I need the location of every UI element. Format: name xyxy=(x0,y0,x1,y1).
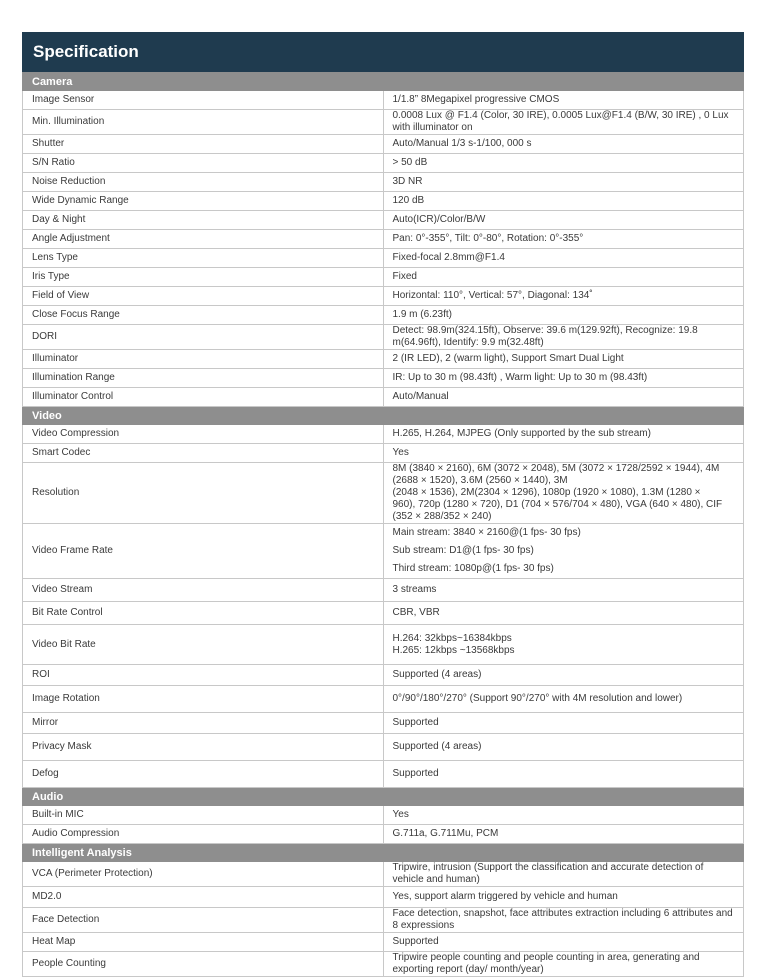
spec-row xyxy=(23,325,744,350)
spec-value: Horizontal: 110°, Vertical: 57°, Diagonal: 134˚ xyxy=(383,287,744,306)
spec-row xyxy=(23,579,744,602)
spec-value-line: Sub stream: D1@(1 fps- 30 fps) xyxy=(392,545,534,556)
spec-row xyxy=(23,665,744,686)
spec-row xyxy=(23,91,744,110)
spec-value xyxy=(383,625,744,665)
spec-value: Fixed xyxy=(383,268,744,287)
spec-label: DORI xyxy=(23,325,384,350)
spec-label: Defog xyxy=(23,761,384,788)
spec-value: Face detection, snapshot, face attributes extraction including 6 attributes and 8 expressions xyxy=(383,908,744,933)
spec-value: 3 streams xyxy=(383,579,744,602)
spec-label: Video Stream xyxy=(23,579,384,602)
spec-value: G.711a, G.711Mu, PCM xyxy=(383,825,744,844)
spec-value: > 50 dB xyxy=(383,154,744,173)
spec-value: Auto/Manual 1/3 s-1/100, 000 s xyxy=(383,135,744,154)
spec-value-line: H.264: 32kbps~16384kbps xyxy=(392,632,512,644)
spec-value: Tripwire, intrusion (Support the classification and accurate detection of vehicle and human) xyxy=(383,862,744,887)
spec-label: Face Detection xyxy=(23,908,384,933)
spec-row xyxy=(23,444,744,463)
spec-value: Yes xyxy=(383,444,744,463)
spec-label: Shutter xyxy=(23,135,384,154)
spec-row xyxy=(23,908,744,933)
spec-row xyxy=(23,154,744,173)
spec-label: Image Rotation xyxy=(23,686,384,713)
spec-row xyxy=(23,425,744,444)
spec-label: Wide Dynamic Range xyxy=(23,192,384,211)
spec-label: Noise Reduction xyxy=(23,173,384,192)
spec-label: Video Bit Rate xyxy=(23,625,384,665)
spec-row xyxy=(23,713,744,734)
spec-row xyxy=(23,249,744,268)
spec-row xyxy=(23,933,744,952)
spec-value: Pan: 0°-355°, Tilt: 0°-80°, Rotation: 0°-355° xyxy=(383,230,744,249)
spec-value: Supported xyxy=(383,713,744,734)
section-header xyxy=(23,407,744,425)
spec-value: Fixed-focal 2.8mm@F1.4 xyxy=(383,249,744,268)
spec-label: Illuminator Control xyxy=(23,388,384,407)
spec-value: IR: Up to 30 m (98.43ft) , Warm light: Up to 30 m (98.43ft) xyxy=(383,369,744,388)
spec-value: Supported (4 areas) xyxy=(383,734,744,761)
spec-table xyxy=(22,72,744,977)
spec-value-line: Main stream: 3840 × 2160@(1 fps- 30 fps) xyxy=(392,527,581,538)
spec-row xyxy=(23,625,744,665)
spec-row xyxy=(23,110,744,135)
spec-value: Detect: 98.9m(324.15ft), Observe: 39.6 m(129.92ft), Recognize: 19.8 m(64.96ft), Identify: 9.9 m(32.48ft) xyxy=(383,325,744,350)
section-title: Audio xyxy=(23,788,744,806)
spec-row xyxy=(23,135,744,154)
spec-label: Illuminator xyxy=(23,350,384,369)
spec-label: Iris Type xyxy=(23,268,384,287)
spec-label: Privacy Mask xyxy=(23,734,384,761)
spec-row xyxy=(23,268,744,287)
spec-title: Specification xyxy=(22,32,744,72)
spec-label: Close Focus Range xyxy=(23,306,384,325)
spec-label: Built-in MIC xyxy=(23,806,384,825)
spec-value xyxy=(383,524,744,579)
spec-row xyxy=(23,388,744,407)
spec-label: Lens Type xyxy=(23,249,384,268)
spec-value: Yes, support alarm triggered by vehicle and human xyxy=(383,887,744,908)
spec-row xyxy=(23,686,744,713)
spec-value: Yes xyxy=(383,806,744,825)
spec-label: Illumination Range xyxy=(23,369,384,388)
spec-label: VCA (Perimeter Protection) xyxy=(23,862,384,887)
spec-label: Video Compression xyxy=(23,425,384,444)
spec-value: Auto/Manual xyxy=(383,388,744,407)
spec-row xyxy=(23,350,744,369)
spec-label: Mirror xyxy=(23,713,384,734)
spec-value-line: 960), 720p (1280 × 720), D1 (704 × 576/704 × 480), VGA (640 × 480), CIF (352 × 288/352 × 240) xyxy=(392,499,723,522)
spec-label: Bit Rate Control xyxy=(23,602,384,625)
section-title: Camera xyxy=(23,73,744,91)
spec-value: 120 dB xyxy=(383,192,744,211)
spec-value: Supported (4 areas) xyxy=(383,665,744,686)
spec-label: Day & Night xyxy=(23,211,384,230)
spec-value-line: Third stream: 1080p@(1 fps- 30 fps) xyxy=(392,563,554,574)
spec-row xyxy=(23,369,744,388)
spec-row xyxy=(23,734,744,761)
spec-row xyxy=(23,524,744,579)
spec-value-line: 8M (3840 × 2160), 6M (3072 × 2048), 5M (3072 × 1728/2592 × 1944), 4M (2688 × 1520), 3.6M (2560 × 1440), 3M xyxy=(392,463,720,486)
spec-value: 1.9 m (6.23ft) xyxy=(383,306,744,325)
spec-value: 3D NR xyxy=(383,173,744,192)
spec-row xyxy=(23,825,744,844)
spec-label: Min. Illumination xyxy=(23,110,384,135)
spec-row xyxy=(23,230,744,249)
spec-label: Resolution xyxy=(23,463,384,524)
spec-value: Supported xyxy=(383,933,744,952)
spec-value: H.265, H.264, MJPEG (Only supported by the sub stream) xyxy=(383,425,744,444)
spec-label: Angle Adjustment xyxy=(23,230,384,249)
spec-row xyxy=(23,602,744,625)
spec-value-line: (2048 × 1536), 2M(2304 × 1296), 1080p (1920 × 1080), 1.3M (1280 × xyxy=(392,487,701,498)
spec-label: S/N Ratio xyxy=(23,154,384,173)
spec-value: 2 (IR LED), 2 (warm light), Support Smart Dual Light xyxy=(383,350,744,369)
section-header xyxy=(23,73,744,91)
spec-label: ROI xyxy=(23,665,384,686)
spec-sheet xyxy=(22,32,744,977)
spec-row xyxy=(23,761,744,788)
spec-row xyxy=(23,887,744,908)
spec-label: Field of View xyxy=(23,287,384,306)
spec-value: 0°/90°/180°/270° (Support 90°/270° with 4M resolution and lower) xyxy=(383,686,744,713)
spec-value xyxy=(383,463,744,524)
spec-value: 1/1.8” 8Megapixel progressive CMOS xyxy=(383,91,744,110)
spec-label: Video Frame Rate xyxy=(23,524,384,579)
section-title: Video xyxy=(23,407,744,425)
section-title: Intelligent Analysis xyxy=(23,844,744,862)
spec-value: CBR, VBR xyxy=(383,602,744,625)
spec-label: MD2.0 xyxy=(23,887,384,908)
spec-row xyxy=(23,463,744,524)
spec-row xyxy=(23,306,744,325)
spec-value: Auto(ICR)/Color/B/W xyxy=(383,211,744,230)
spec-row xyxy=(23,287,744,306)
section-header xyxy=(23,844,744,862)
spec-value: Supported xyxy=(383,761,744,788)
spec-row xyxy=(23,862,744,887)
spec-value: 0.0008 Lux @ F1.4 (Color, 30 IRE), 0.0005 Lux@F1.4 (B/W, 30 IRE) , 0 Lux with illuminator on xyxy=(383,110,744,135)
spec-row xyxy=(23,173,744,192)
spec-label: People Counting xyxy=(23,952,384,977)
spec-row xyxy=(23,192,744,211)
spec-label: Image Sensor xyxy=(23,91,384,110)
spec-row xyxy=(23,211,744,230)
spec-row xyxy=(23,806,744,825)
spec-value: Tripwire people counting and people counting in area, generating and exporting report (day/ month/year) xyxy=(383,952,744,977)
spec-row xyxy=(23,952,744,977)
spec-value-line: H.265: 12kbps ~13568kbps xyxy=(392,644,515,656)
spec-label: Heat Map xyxy=(23,933,384,952)
spec-label: Audio Compression xyxy=(23,825,384,844)
section-header xyxy=(23,788,744,806)
spec-label: Smart Codec xyxy=(23,444,384,463)
